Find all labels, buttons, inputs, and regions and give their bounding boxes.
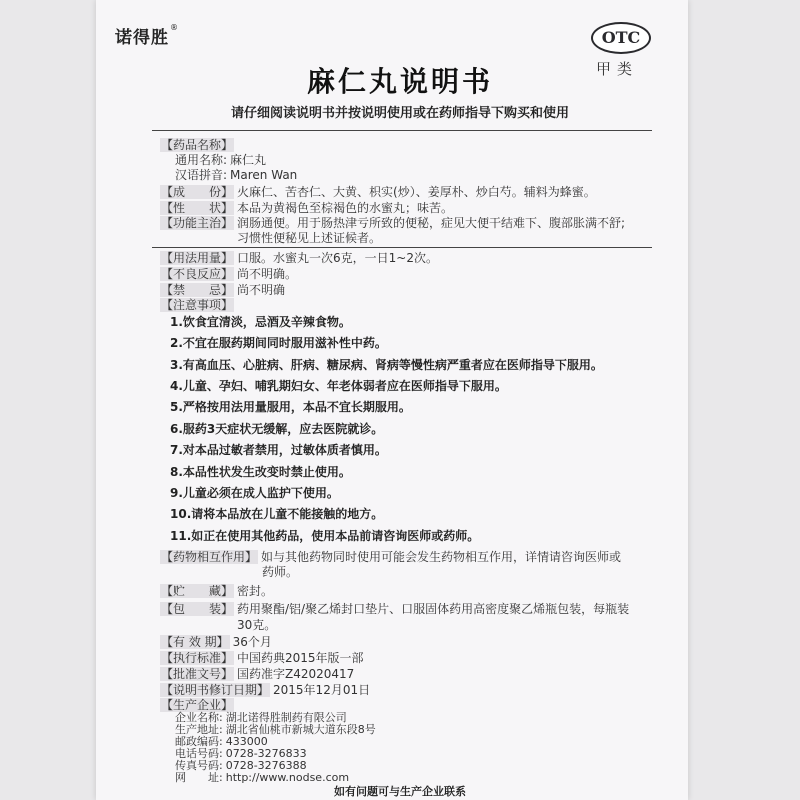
properties-value: 本品为黄褐色至棕褐色的水蜜丸；味苦。 [237, 201, 454, 215]
list-item: 8.本品性状发生改变时禁止使用。 [170, 465, 351, 479]
package-value: 药用聚酯/铝/聚乙烯封口垫片、口服固体药用高密度聚乙烯瓶包装，每瓶装 [237, 602, 630, 616]
dosage-value: 口服。水蜜丸一次6克，一日1~2次。 [237, 251, 438, 265]
company-section: 【生产企业】 [161, 698, 234, 712]
approval-label: 【批准文号】 [161, 667, 234, 681]
precautions-label: 【注意事项】 [161, 298, 234, 312]
storage-value: 密封。 [237, 584, 274, 598]
registered-mark: ® [170, 23, 179, 32]
properties-label: 【性 状】 [161, 201, 234, 215]
interactions-value: 如与其他药物同时使用可能会发生药物相互作用，详情请咨询医师或 [261, 550, 622, 564]
list-item: 3.有高血压、心脏病、肝病、糖尿病、肾病等慢性病严重者应在医师指导下服用。 [170, 358, 603, 372]
list-item: 5.严格按用法用量服用，本品不宜长期服用。 [170, 400, 411, 414]
interactions-label: 【药物相互作用】 [161, 550, 258, 564]
validity-value: 36个月 [232, 635, 272, 649]
divider [152, 247, 652, 248]
list-item: 10.请将本品放在儿童不能接触的地方。 [170, 507, 384, 521]
page-title: 麻仁丸说明书 [306, 65, 493, 98]
postcode-label: 邮政编码: [175, 735, 223, 748]
address-label: 生产地址: [175, 723, 223, 736]
package-label: 【包 装】 [161, 602, 234, 616]
company-name-label: 企业名称: [175, 711, 223, 724]
section-drug-name: 【药品名称】 [161, 138, 234, 152]
page-subtitle: 请仔细阅读说明书并按说明使用或在药师指导下购买和使用 [230, 106, 569, 121]
fax-value: 0728-3276388 [225, 759, 307, 772]
list-item: 1.饮食宜清淡，忌酒及辛辣食物。 [170, 315, 351, 329]
list-item: 2.不宜在服药期间同时服用滋补性中药。 [170, 336, 387, 350]
package-value-cont: 30克。 [237, 618, 277, 632]
contraindications-label: 【禁 忌】 [161, 283, 234, 297]
postcode-value: 433000 [225, 735, 268, 748]
footer-note: 如有问题可与生产企业联系 [334, 785, 466, 798]
standard-label: 【执行标准】 [161, 651, 234, 665]
website-label: 网 址: [175, 771, 223, 784]
interactions-value-cont: 药师。 [262, 565, 299, 579]
indications-value-cont: 习惯性便秘见上述证候者。 [237, 231, 382, 245]
common-name-label: 通用名称: [175, 153, 228, 167]
otc-class: 甲类 [596, 60, 639, 78]
company-name-value: 湖北诺得胜制药有限公司 [225, 711, 347, 724]
website-link[interactable]: http://www.nodse.com [225, 771, 350, 784]
standard-value: 中国药典2015年版一部 [237, 651, 364, 665]
pinyin-label: 汉语拼音: [175, 168, 228, 182]
storage-label: 【贮 藏】 [161, 584, 234, 598]
otc-badge: OTC [591, 22, 651, 54]
list-item: 6.服药3天症状无缓解，应去医院就诊。 [170, 422, 384, 436]
fax-label: 传真号码: [175, 759, 223, 772]
pinyin-value: Maren Wan [230, 168, 298, 182]
address-value: 湖北省仙桃市新城大道东段8号 [225, 723, 376, 736]
divider [152, 130, 652, 131]
common-name-value: 麻仁丸 [230, 153, 267, 167]
list-item: 11.如正在使用其他药品，使用本品前请咨询医师或药师。 [170, 529, 480, 543]
indications-label: 【功能主治】 [161, 216, 234, 230]
indications-value: 润肠通便。用于肠热津亏所致的便秘，症见大便干结难下、腹部胀满不舒; [237, 216, 626, 230]
revision-date-value: 2015年12月01日 [273, 683, 371, 697]
brand-logo: 诺得胜® [115, 23, 179, 48]
validity-label: 【有 效 期】 [161, 635, 229, 649]
list-item: 7.对本品过敏者禁用，过敏体质者慎用。 [170, 443, 387, 457]
ingredients-label: 【成 份】 [161, 185, 234, 199]
list-item: 9.儿童必须在成人监护下使用。 [170, 486, 339, 500]
phone-value: 0728-3276833 [225, 747, 307, 760]
approval-value: 国药准字Z42020417 [237, 667, 355, 681]
ingredients-value: 火麻仁、苦杏仁、大黄、枳实(炒）、姜厚朴、炒白芍。辅料为蜂蜜。 [237, 185, 596, 199]
contraindications-value: 尚不明确 [237, 283, 286, 297]
phone-label: 电话号码: [175, 747, 223, 760]
list-item: 4.儿童、孕妇、哺乳期妇女、年老体弱者应在医师指导下服用。 [170, 379, 507, 393]
revision-date-label: 【说明书修订日期】 [161, 683, 270, 697]
adverse-value: 尚不明确。 [237, 267, 298, 281]
adverse-label: 【不良反应】 [161, 267, 234, 281]
dosage-label: 【用法用量】 [161, 251, 234, 265]
